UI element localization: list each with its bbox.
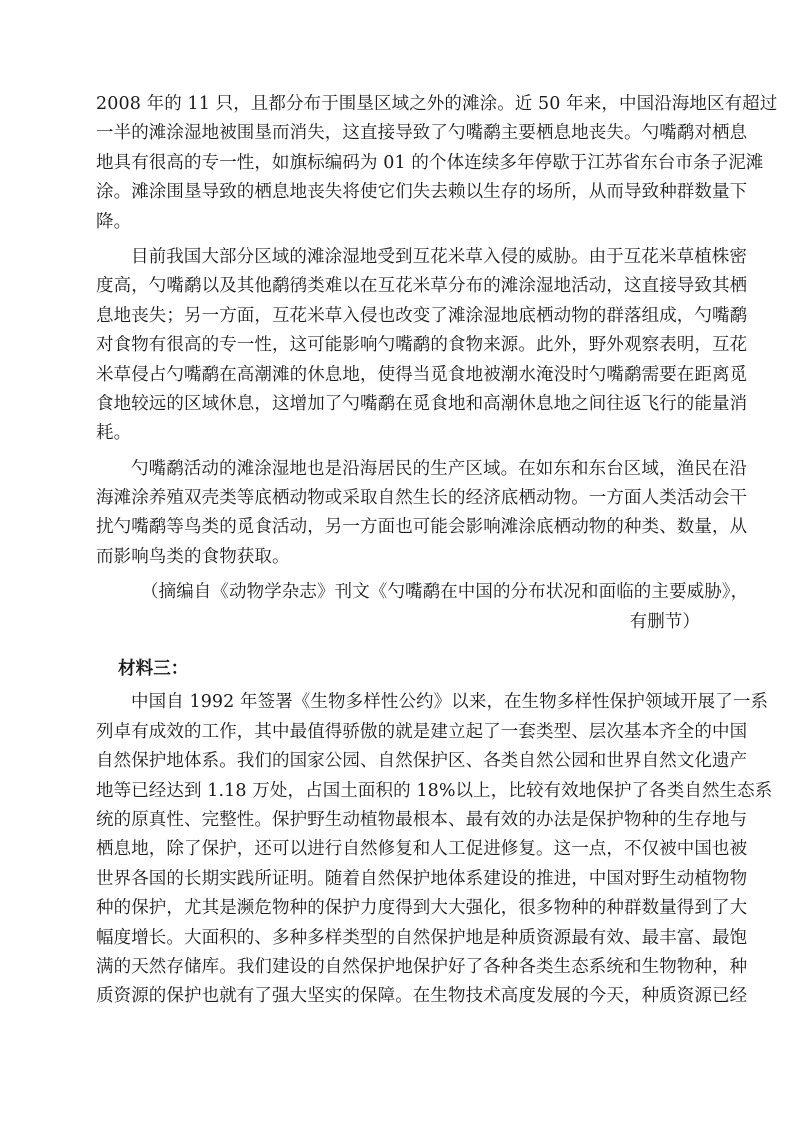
paragraph-material3 [96, 688, 773, 1011]
text-line: 质资源的保护也就有了强大坚实的保障。在生物技术高度发展的今天，种质资源已经 [96, 986, 748, 1007]
text-line: 勺嘴鹬活动的滩涂湿地也是沿海居民的生产区域。在如东和东台区域，渔民在沿 [131, 458, 747, 479]
text-line: 地等已经达到 1.18 万处，占国土面积的 18%以上，比较有效地保护了各类自然生态系 [96, 780, 773, 801]
paragraph-3 [96, 455, 748, 573]
citation-line: 有删节） [629, 611, 700, 632]
text-line: 食地较远的区域休息，这增加了勺嘴鹬在觅食地和高潮休息地之间往返飞行的能量消 [96, 393, 748, 414]
text-line: 海滩涂养殖双壳类等底栖动物或采取自然生长的经济底栖动物。一方面人类活动会干 [96, 488, 748, 509]
text-line: 种的保护，尤其是濒危物种的保护力度得到大大强化，很多物种的种群数量得到了大 [96, 898, 748, 919]
text-line: 自然保护地体系。我们的国家公园、自然保护区、各类自然公园和世界自然文化遗产 [96, 751, 748, 772]
text-line: 目前我国大部分区域的滩涂湿地受到互花米草入侵的威胁。由于互花米草植株密 [131, 246, 747, 267]
text-line: 列卓有成效的工作，其中最值得骄傲的就是建立起了一套类型、层次基本齐全的中国 [96, 721, 748, 742]
text-line: 统的原真性、完整性。保护野生动植物最根本、最有效的办法是保护物种的生存地与 [96, 809, 748, 830]
section-heading: 材料三： [118, 659, 189, 680]
citation [96, 578, 749, 637]
text-line: 对食物有很高的专一性，这可能影响勺嘴鹬的食物来源。此外，野外观察表明，互花 [96, 335, 748, 356]
text-line: 息地丧失；另一方面，互花米草入侵也改变了滩涂湿地底栖动物的群落组成，勺嘴鹬 [96, 305, 748, 326]
text-line: 米草侵占勺嘴鹬在高潮滩的休息地，使得当觅食地被潮水淹没时勺嘴鹬需要在距离觅 [96, 364, 748, 385]
text-line: 地具有很高的专一性，如旗标编码为 01 的个体连续多年停歇于江苏省东台市条子泥滩 [96, 152, 764, 173]
text-line: 满的天然存储库。我们建设的自然保护地保护好了各种各类生态系统和生物物种，种 [96, 956, 748, 977]
text-line: 而影响鸟类的食物获取。 [96, 546, 290, 567]
citation-line: （摘编自《动物学杂志》刊文《勺嘴鹬在中国的分布状况和面临的主要威胁》， [141, 582, 749, 603]
text-line: 世界各国的长期实践所证明。随着自然保护地体系建设的推进，中国对野生动植物物 [96, 868, 748, 889]
text-line: 2008 年的 11 只，且都分布于围垦区域之外的滩涂。近 50 年来，中国沿海地区有超过 [96, 94, 778, 114]
document-page [96, 90, 778, 1012]
text-line: 栖息地，除了保护，还可以进行自然修复和人工促进修复。这一点，不仅被中国也被 [96, 839, 748, 860]
text-line: 中国自 1992 年签署《生物多样性公约》以来，在生物多样性保护领域开展了一系 [131, 692, 769, 713]
text-line: 幅度增长。大面积的、多种多样类型的自然保护地是种质资源最有效、最丰富、最饱 [96, 927, 748, 948]
paragraph-1 [96, 90, 778, 237]
text-line: 一半的滩涂湿地被围垦而消失，这直接导致了勺嘴鹬主要栖息地丧失。勺嘴鹬对栖息 [96, 123, 748, 144]
text-line: 涂。滩涂围垦导致的栖息地丧失将使它们失去赖以生存的场所，从而导致种群数量下 [96, 182, 748, 203]
text-line: 耗。 [96, 423, 132, 444]
paragraph-2 [96, 243, 748, 449]
text-line: 度高，勺嘴鹬以及其他鹬鸻类难以在互花米草分布的滩涂湿地活动，这直接导致其栖 [96, 276, 748, 297]
text-line: 降。 [96, 211, 132, 232]
text-line: 扰勺嘴鹬等鸟类的觅食活动，另一方面也可能会影响滩涂底栖动物的种类、数量，从 [96, 517, 748, 538]
